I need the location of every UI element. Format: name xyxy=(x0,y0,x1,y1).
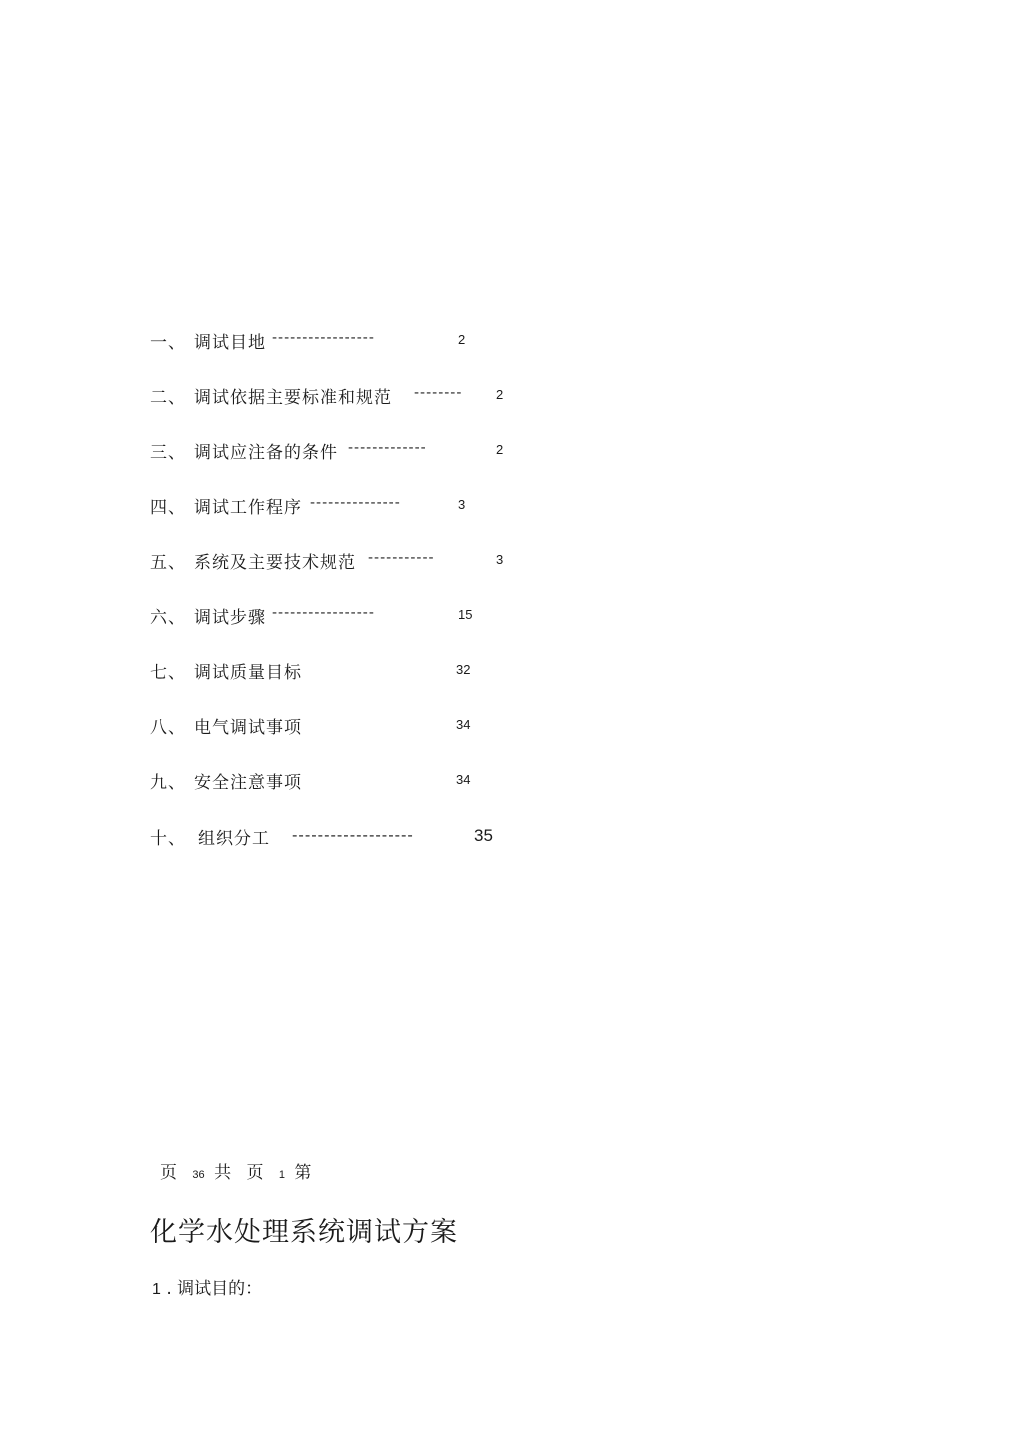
document-title: 化学水处理系统调试方案 xyxy=(150,1217,458,1248)
toc-entry-number: 三、 xyxy=(150,443,186,463)
toc-entry-title: 调试步骤 xyxy=(194,608,266,628)
toc-page-number: 3 xyxy=(458,497,466,512)
toc-page-number: 34 xyxy=(456,717,471,732)
toc-dot-leader: --------------- xyxy=(310,495,401,511)
toc-entry-title: 组织分工 xyxy=(198,829,270,849)
toc-entry-number: 四、 xyxy=(150,498,186,518)
footer-ye-label-2: 页 xyxy=(246,1163,264,1183)
section-heading xyxy=(152,1274,262,1299)
footer-total-pages: 36 xyxy=(192,1169,205,1181)
toc-entry-number: 五、 xyxy=(150,553,186,573)
footer-ye-label: 页 xyxy=(160,1163,177,1183)
toc-entry-number: 七、 xyxy=(150,663,186,683)
toc-dot-leader: -------- xyxy=(414,385,463,401)
toc-dot-leader: ------------- xyxy=(348,440,427,456)
toc-page-number: 15 xyxy=(458,607,473,622)
toc-entry-title: 系统及主要技术规范 xyxy=(194,553,356,573)
toc-page-number: 32 xyxy=(456,662,471,677)
toc-entry-number: 九、 xyxy=(150,773,186,793)
toc-entry-number: 十、 xyxy=(150,829,186,849)
toc-page-number: 2 xyxy=(458,332,466,347)
toc-entry-title: 调试依据主要标准和规范 xyxy=(194,388,392,408)
page-footer xyxy=(160,1158,311,1183)
toc-page-number: 35 xyxy=(474,826,493,845)
section-number: 1 xyxy=(152,1281,161,1298)
toc-page-number: 3 xyxy=(496,552,504,567)
toc-entry-title: 调试质量目标 xyxy=(194,663,302,683)
footer-gong-label: 共 xyxy=(214,1163,232,1183)
toc-entry-number: 二、 xyxy=(150,388,186,408)
toc-entry-number: 八、 xyxy=(150,718,186,738)
toc-dot-leader: ----------------- xyxy=(272,605,375,621)
toc-entry-number: 一、 xyxy=(150,333,186,353)
toc-entry-title: 安全注意事项 xyxy=(194,773,302,793)
toc-entry-title: 调试应注备的条件 xyxy=(194,443,338,463)
toc-entry-title: 电气调试事项 xyxy=(194,718,302,738)
toc-entry-number: 六、 xyxy=(150,608,186,628)
toc-page-number: 2 xyxy=(496,387,504,402)
toc-entry-title: 调试目地 xyxy=(194,333,266,353)
toc-entry-title: 调试工作程序 xyxy=(194,498,302,518)
footer-current-page: 1 xyxy=(278,1169,285,1181)
footer-di-label: 第 xyxy=(294,1163,312,1183)
toc-dot-leader: ----------------- xyxy=(272,330,375,346)
section-title: . 调试目的： xyxy=(166,1279,263,1299)
toc-page-number: 2 xyxy=(496,442,504,457)
toc-page-number: 34 xyxy=(456,772,471,787)
toc-dot-leader: ------------------- xyxy=(292,826,414,844)
toc-dot-leader: ----------- xyxy=(368,550,435,566)
